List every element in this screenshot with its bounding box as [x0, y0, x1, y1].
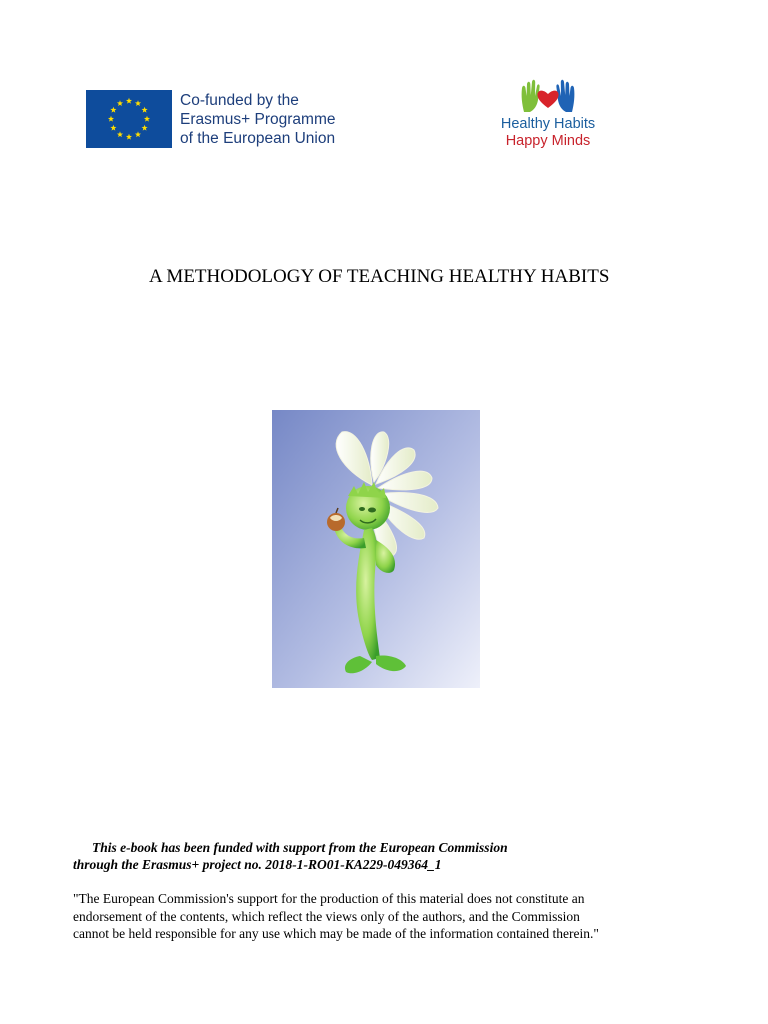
- document-title: A METHODOLOGY OF TEACHING HEALTHY HABITS: [149, 266, 610, 287]
- flower-character-eating-apple-illustration: [272, 410, 480, 688]
- disclaimer-line: "The European Commission's support for the production of this material does not constitute an: [73, 891, 585, 906]
- eu-logo-text: [180, 91, 335, 148]
- funding-note-line: This e-book has been funded with support from the European Commission: [92, 840, 508, 855]
- funding-note: [73, 839, 508, 873]
- disclaimer-line: endorsement of the contents, which reflect the views only of the authors, and the Commission: [73, 908, 580, 924]
- project-logo-line2: Happy Minds: [505, 133, 591, 149]
- eu-logo-line: Erasmus+ Programme: [180, 110, 336, 128]
- eu-flag-icon: [86, 90, 172, 148]
- eu-logo-line: of the European Union: [180, 129, 336, 147]
- hands-heart-icon: [518, 78, 578, 114]
- disclaimer: [73, 890, 599, 943]
- project-logo-line1: Healthy Habits: [500, 116, 596, 132]
- eu-cofunding-logo: [86, 90, 335, 148]
- project-logo: [488, 78, 608, 149]
- funding-note-line: through the Erasmus+ project no. 2018-1-RO01-KA229-049364_1: [73, 857, 442, 872]
- eu-logo-line: Co-funded by the: [180, 91, 299, 109]
- disclaimer-line: cannot be held responsible for any use which may be made of the information contained therein.": [73, 926, 599, 941]
